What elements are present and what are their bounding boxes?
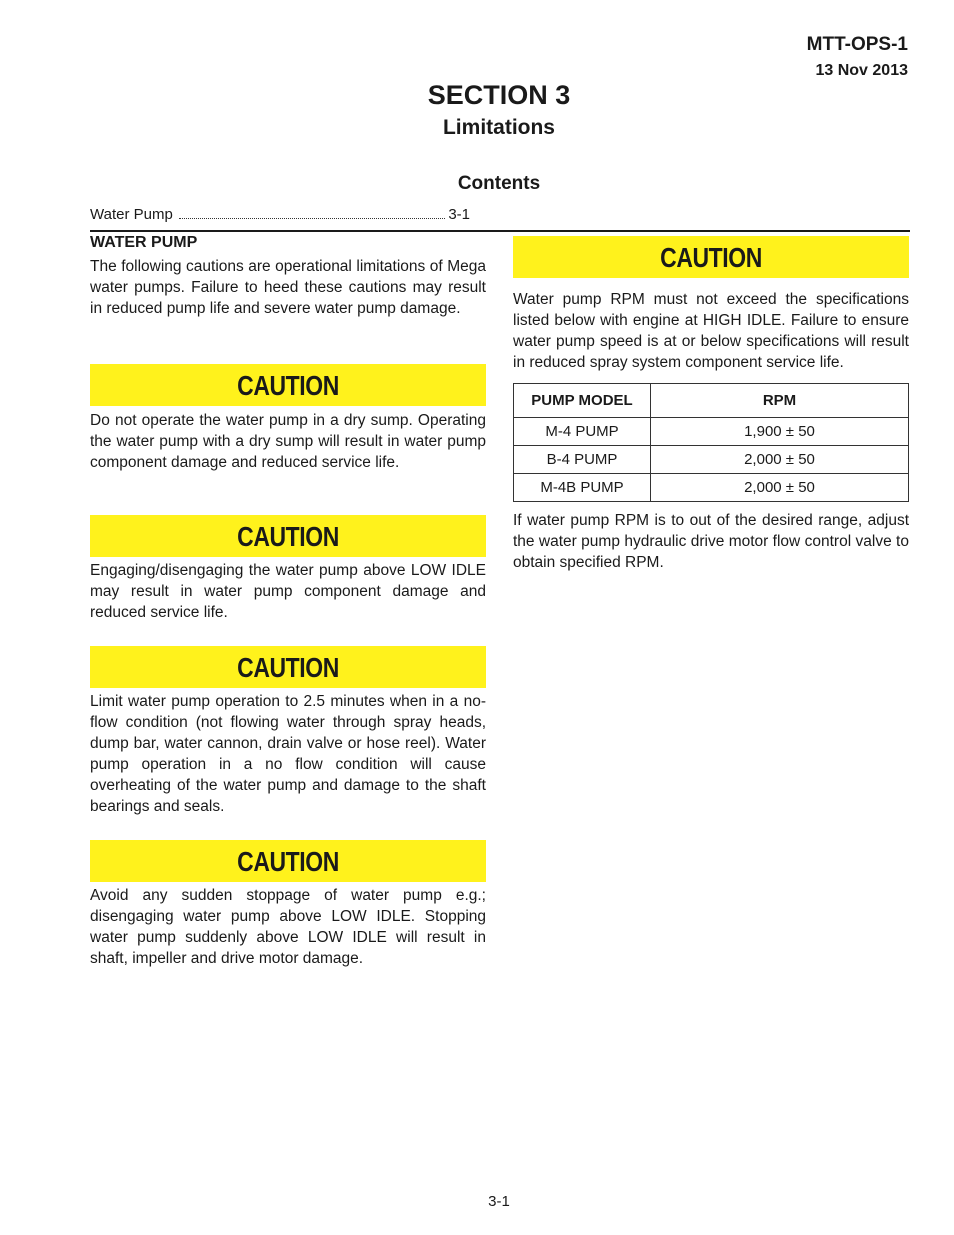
- caution-label: CAUTION: [237, 369, 339, 401]
- cell-rpm: 2,000 ± 50: [651, 474, 909, 502]
- right-column: [513, 236, 909, 573]
- caution-label: CAUTION: [237, 845, 339, 877]
- caution-label: CAUTION: [237, 520, 339, 552]
- toc-entry[interactable]: [90, 206, 470, 223]
- rpm-table: [513, 383, 909, 502]
- left-column: [90, 232, 486, 319]
- section-title: SECTION 3: [427, 80, 571, 110]
- caution-label: CAUTION: [660, 241, 762, 273]
- table-row: [514, 418, 909, 446]
- page-number: 3-1: [488, 1193, 510, 1210]
- header-pump-model: PUMP MODEL: [514, 384, 651, 418]
- water-pump-heading: WATER PUMP: [90, 234, 198, 251]
- caution-text: Do not operate the water pump in a dry sump. Operating the water pump with a dry sump will result in water pump component damage and reduced service life.: [90, 412, 486, 471]
- table-row: [514, 474, 909, 502]
- cell-pump-model: M-4B PUMP: [514, 474, 651, 502]
- caution-banner: [90, 515, 486, 557]
- table-row: [514, 446, 909, 474]
- caution-text: Engaging/disengaging the water pump above LOW IDLE may result in water pump component damage and reduced service life.: [90, 562, 486, 621]
- document-date: 13 Nov 2013: [815, 62, 908, 79]
- toc-dot-leader: [179, 217, 446, 219]
- caution-block-3: [90, 646, 486, 817]
- caution-banner: [90, 364, 486, 406]
- caution-banner: [90, 646, 486, 688]
- cell-pump-model: M-4 PUMP: [514, 418, 651, 446]
- caution-block-2: [90, 515, 486, 623]
- caution-banner: [513, 236, 909, 278]
- contents-heading: Contents: [457, 173, 541, 194]
- header-rpm: RPM: [651, 384, 909, 418]
- table-header-row: [514, 384, 909, 418]
- rpm-closing-text: If water pump RPM is to out of the desired range, adjust the water pump hydraulic drive motor flow control valve to obtain specified RPM.: [513, 512, 909, 571]
- intro-paragraph: The following cautions are operational limitations of Mega water pumps. Failure to heed these cautions may result in reduced pump life and severe water pump damage.: [90, 258, 486, 317]
- caution-banner: [90, 840, 486, 882]
- toc-entry-label: Water Pump: [90, 206, 173, 223]
- caution-text: Avoid any sudden stoppage of water pump e.g.; disengaging water pump above LOW IDLE. Stopping water pump suddenly above LOW IDLE will result in shaft, impeller and drive motor damage.: [90, 887, 486, 967]
- caution-block-4: [90, 840, 486, 969]
- toc-entry-page: 3-1: [448, 206, 470, 223]
- document-id: MTT-OPS-1: [806, 34, 908, 55]
- cell-rpm: 2,000 ± 50: [651, 446, 909, 474]
- section-subtitle: Limitations: [442, 116, 555, 139]
- rpm-caution-text: Water pump RPM must not exceed the specifications listed below with engine at HIGH IDLE. Failure to ensure water pump speed is at or below specifications will result in reduced spray system component service life.: [513, 291, 909, 371]
- caution-block-1: [90, 364, 486, 473]
- cell-pump-model: B-4 PUMP: [514, 446, 651, 474]
- caution-label: CAUTION: [237, 651, 339, 683]
- cell-rpm: 1,900 ± 50: [651, 418, 909, 446]
- caution-text: Limit water pump operation to 2.5 minutes when in a no-flow condition (not flowing water through spray heads, dump bar, water cannon, drain valve or hose reel). Water pump operation in a no flow condition will cause overheating of the water pump and damage to the shaft bearings and seals.: [90, 693, 486, 815]
